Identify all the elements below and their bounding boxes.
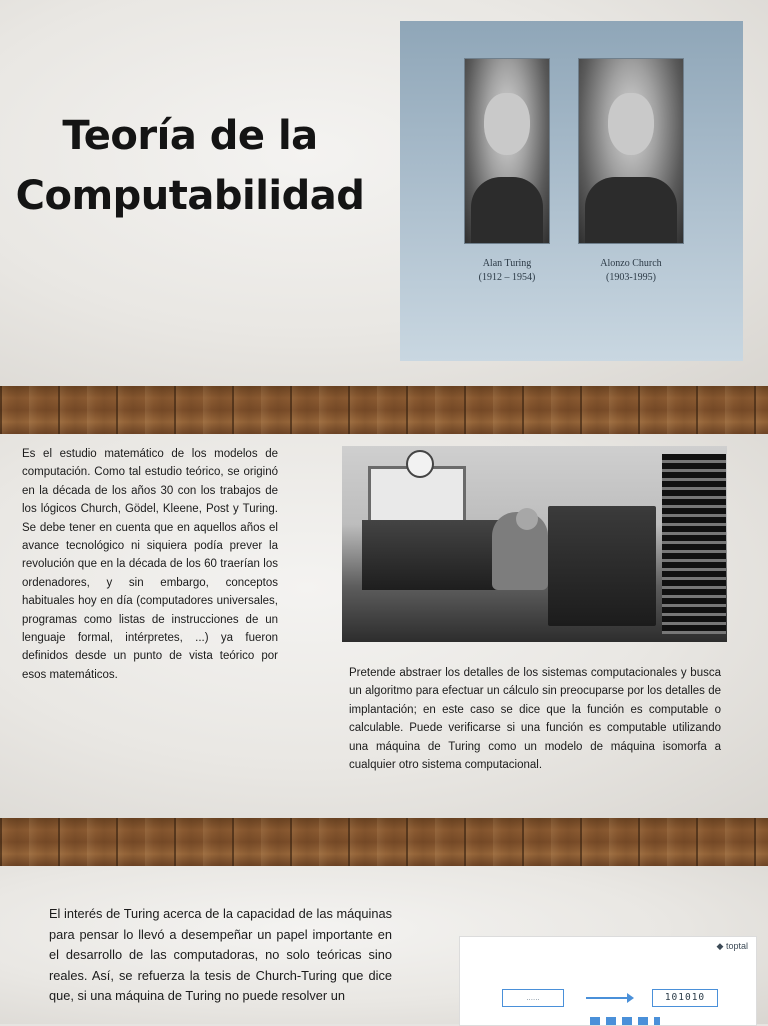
- title-line-1: Teoría de la: [62, 113, 318, 159]
- turing-suit: [471, 177, 543, 243]
- church-suit: [585, 177, 677, 243]
- toptal-logo: ◆ toptal: [716, 941, 748, 951]
- portraits-panel: [400, 21, 743, 361]
- church-face: [608, 93, 654, 155]
- wall-clock-icon: [406, 450, 434, 478]
- turing-machine-diagram: [459, 936, 757, 1026]
- wood-divider-2: [0, 818, 768, 866]
- arrow-right-icon: [586, 997, 632, 999]
- title-line-2: Computabilidad: [15, 173, 365, 219]
- operator-head: [516, 508, 538, 530]
- toptal-brand-text: toptal: [725, 941, 748, 951]
- church-years: (1903-1995): [606, 272, 656, 283]
- turing-name: Alan Turing: [482, 258, 532, 269]
- diagram-input-box: ......: [502, 989, 564, 1007]
- tube-rack: [662, 454, 726, 634]
- turing-face: [484, 93, 530, 155]
- computability-purpose-text: Pretende abstraer los detalles de los sistemas computacionales y busca un algoritmo para efectuar un cálculo sin preocuparse por los detalles de implantación; en este caso se dice que la función es computable o calculable. Puede verificarse si una función es computable utilizando una máquina de Turing como un modelo de máquina isomorfa a cualquier otro sistema computacional.: [349, 667, 721, 772]
- computer-console: [548, 506, 656, 626]
- turing-caption: [452, 257, 562, 285]
- turing-interest-text: El interés de Turing acerca de la capacidad de las máquinas para pensar lo llevó a desempeñar un papel importante en el desarrollo de las computadoras, no solo teóricas sino reales. Así, se refuerza la tesis de Church-Turing que dice que, si una máquina de Turing no puede resolver un: [49, 906, 392, 1004]
- church-portrait: [578, 58, 684, 244]
- computability-definition-text: Es el estudio matemático de los modelos de computación. Como tal estudio teórico, se originó en la década de los años 30 con los trabajos de los lógicos Church, Gödel, Kleene, Post y Turing. Se debe tener en cuenta que en aquellos años el avance tecnológico ni siquiera podía prever la revolución que en la década de los 60 traerían los ordenadores, y sin embargo, conceptos habituales hoy en día (computadores universales, programas como listas de instrucciones de un lenguaje formal, intérpretes, ...) ya fueron definidos desde un punto de vista teórico por esos matemáticos.: [22, 448, 278, 681]
- slide-1: [0, 0, 768, 386]
- diagram-output-box: 101010: [652, 989, 718, 1007]
- church-caption: [576, 257, 686, 285]
- turing-years: (1912 – 1954): [478, 272, 536, 283]
- turing-portrait: [464, 58, 550, 244]
- equipment-desk: [362, 520, 502, 590]
- wood-divider-1: [0, 386, 768, 434]
- early-computer-photo: [342, 446, 727, 642]
- slide-title: [10, 106, 370, 226]
- church-name: Alonzo Church: [600, 258, 662, 269]
